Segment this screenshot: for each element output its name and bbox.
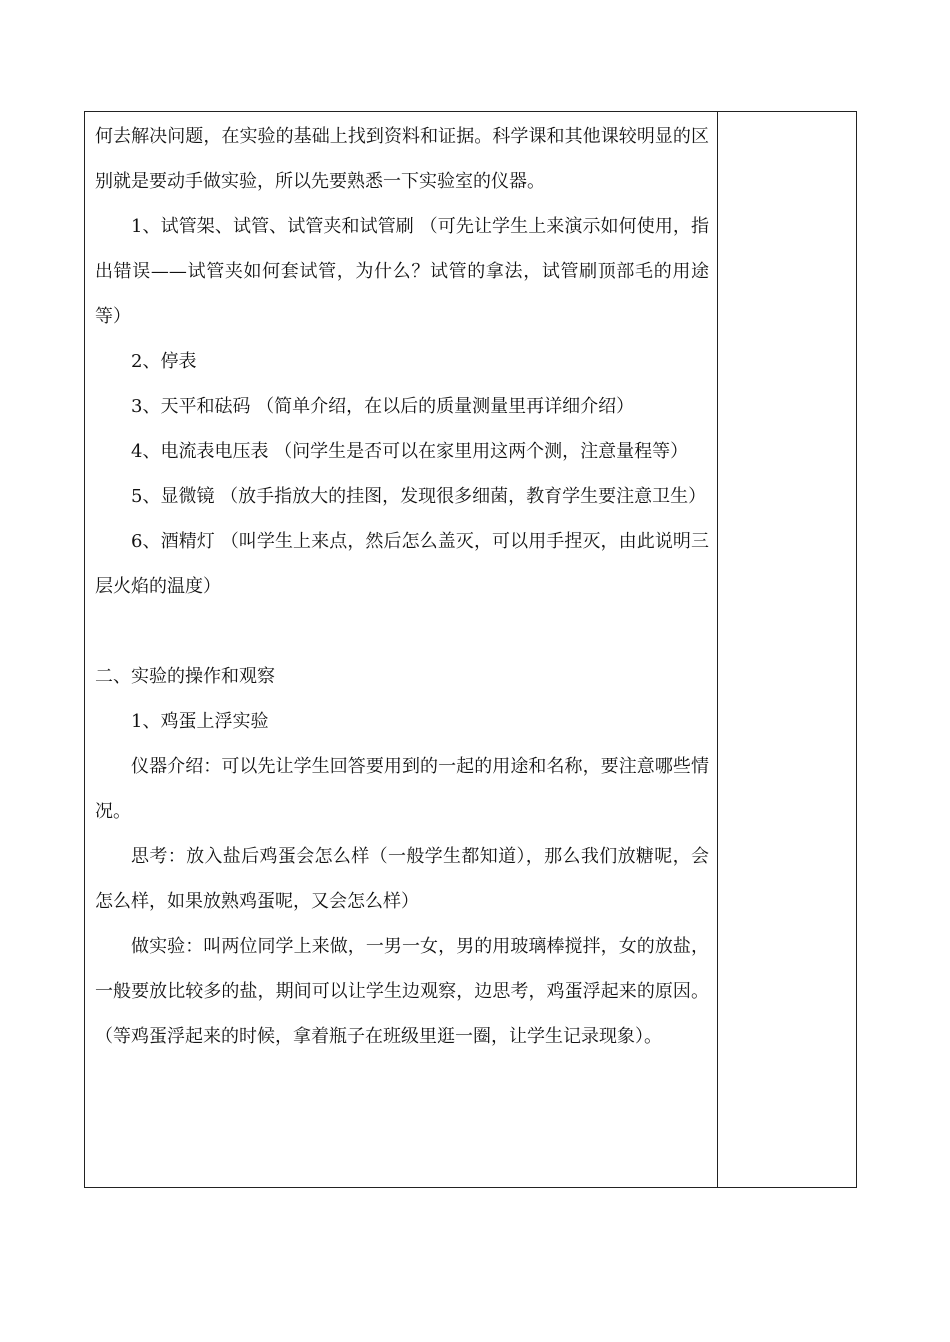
lesson-content-cell: [95, 114, 709, 1059]
paragraph-thinking: 思考：放入盐后鸡蛋会怎么样（一般学生都知道），那么我们放糖呢，会怎么样，如果放熟鸡蛋呢，又会怎么样）: [95, 846, 709, 912]
paragraph-item-alcohol-lamp: 6、酒精灯 （叫学生上来点，然后怎么盖灭，可以用手捏灭，由此说明三层火焰的温度）: [95, 531, 709, 597]
paragraph-item-microscope: 5、显微镜 （放手指放大的挂图，发现很多细菌，教育学生要注意卫生）: [131, 486, 707, 507]
blank-line: [95, 609, 709, 654]
table-column-divider: [717, 111, 718, 1188]
paragraph-experiment-steps: 做实验：叫两位同学上来做，一男一女，男的用玻璃棒搅拌，女的放盐，一般要放比较多的盐，期间可以让学生边观察，边思考，鸡蛋浮起来的原因。（等鸡蛋浮起来的时候，拿着瓶子在班级里逛一圈，让学生记录现象）。: [95, 936, 709, 1047]
paragraph-item-balance: 3、天平和砝码 （简单介绍，在以后的质量测量里再详细介绍）: [131, 396, 635, 417]
paragraph-item-stopwatch: 2、停表: [131, 351, 197, 372]
paragraph-intro-continuation: 何去解决问题，在实验的基础上找到资料和证据。科学课和其他课较明显的区别就是要动手做实验，所以先要熟悉一下实验室的仪器。: [95, 126, 709, 192]
paragraph-item-meters: 4、电流表电压表 （问学生是否可以在家里用这两个测，注意量程等）: [131, 441, 689, 462]
section-heading-operation: 二、实验的操作和观察: [95, 666, 275, 687]
paragraph-item-test-tubes: 1、试管架、试管、试管夹和试管刷 （可先让学生上来演示如何使用，指出错误——试管夹如何套试管，为什么？试管的拿法，试管刷顶部毛的用途等）: [95, 216, 709, 327]
subheading-egg-experiment: 1、鸡蛋上浮实验: [131, 711, 269, 732]
paragraph-instrument-intro: 仪器介绍：可以先让学生回答要用到的一起的用途和名称，要注意哪些情况。: [95, 756, 709, 822]
